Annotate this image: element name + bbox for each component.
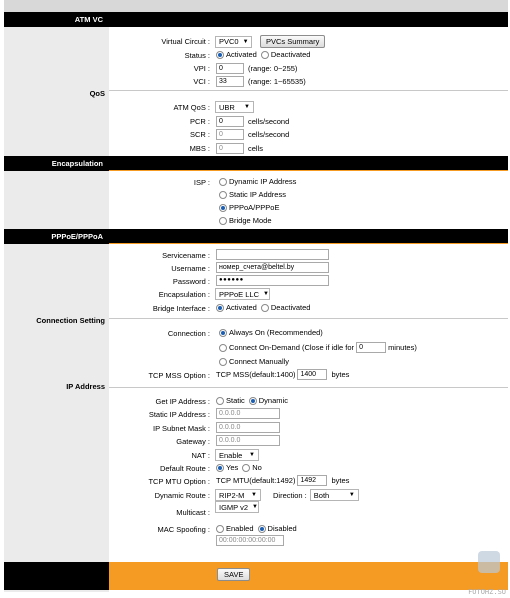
encapsulation-title: Encapsulation xyxy=(51,159,103,168)
status-deactivated-radio[interactable] xyxy=(261,51,269,59)
connection-on-demand[interactable]: Connect On-Demand (Close if idle for 0 minutes) xyxy=(219,342,417,353)
pcr-label: PCR : xyxy=(189,117,210,126)
gateway-label: Gateway : xyxy=(176,437,210,446)
always-on-radio[interactable] xyxy=(219,329,227,337)
mac-address-input[interactable]: 00:00:00:00:00:00 xyxy=(216,535,284,546)
accent-line xyxy=(109,170,508,171)
accent-line xyxy=(109,243,508,244)
get-ip-label: Get IP Address : xyxy=(155,397,210,406)
tcp-mss-label: TCP MSS Option : xyxy=(148,371,210,380)
atm-qos-label: ATM QoS : xyxy=(173,103,210,112)
chevron-down-icon: ▼ xyxy=(348,492,355,498)
vci-label: VCI : xyxy=(193,77,210,86)
chevron-down-icon: ▼ xyxy=(252,504,258,510)
footer-bar xyxy=(109,562,508,590)
connection-manually[interactable]: Connect Manually xyxy=(219,357,289,366)
bridge-deactivated-radio[interactable] xyxy=(261,304,269,312)
virtual-circuit-label: Virtual Circuit : xyxy=(161,37,210,46)
isp-option-static[interactable]: Static IP Address xyxy=(219,190,286,199)
encapsulation-label: Encapsulation : xyxy=(158,290,210,299)
pppoe-title: PPPoE/PPPoA xyxy=(51,232,103,241)
ip-address-title: IP Address xyxy=(66,382,105,391)
subnet-mask-label: IP Subnet Mask : xyxy=(153,424,210,433)
static-ip-input[interactable]: 0.0.0.0 xyxy=(216,408,280,419)
atm-qos-select[interactable]: UBR ▼ xyxy=(215,101,254,113)
mac-spoofing-label: MAC Spoofing : xyxy=(157,525,210,534)
bridge-activated-radio[interactable] xyxy=(216,304,224,312)
virtual-circuit-select[interactable]: PVC0 ▼ xyxy=(215,36,252,48)
qos-title: QoS xyxy=(89,89,105,98)
chevron-down-icon: ▼ xyxy=(251,492,257,498)
divider xyxy=(109,318,508,319)
get-ip-dynamic-radio[interactable] xyxy=(249,397,257,405)
tcp-mtu-label: TCP MTU Option : xyxy=(148,477,210,486)
multicast-label: Multicast : xyxy=(176,508,210,517)
atm-vc-title: ATM VC xyxy=(74,15,103,24)
nat-label: NAT : xyxy=(191,451,210,460)
gateway-input[interactable]: 0.0.0.0 xyxy=(216,435,280,446)
default-route-no-radio[interactable] xyxy=(242,464,250,472)
mbs-input[interactable]: 0 xyxy=(216,143,244,154)
divider xyxy=(109,387,508,388)
mbs-label: MBS : xyxy=(189,144,210,153)
chevron-down-icon: ▼ xyxy=(263,291,269,297)
connection-always-on[interactable]: Always On (Recommended) xyxy=(219,328,323,337)
servicename-input[interactable] xyxy=(216,249,329,260)
watermark-text: FOTOHZ.SU xyxy=(468,588,506,596)
vpi-input[interactable]: 0 xyxy=(216,63,244,74)
pvcs-summary-button[interactable]: PVCs Summary xyxy=(260,35,325,48)
pcr-input[interactable]: 0 xyxy=(216,116,244,127)
chevron-down-icon: ▼ xyxy=(242,38,249,45)
top-bar xyxy=(4,0,508,12)
dynamic-route-label: Dynamic Route : xyxy=(154,491,210,500)
username-label: Username : xyxy=(171,264,210,273)
default-route-yes-radio[interactable] xyxy=(216,464,224,472)
bridge-interface-label: Bridge Interface : xyxy=(152,304,210,313)
direction-select[interactable]: Both ▼ xyxy=(310,489,359,501)
isp-option-bridge[interactable]: Bridge Mode xyxy=(219,216,272,225)
vpi-label: VPI : xyxy=(193,64,210,73)
isp-pppoe-radio[interactable] xyxy=(219,204,227,212)
watermark-logo-icon xyxy=(478,551,500,573)
servicename-label: Servicename : xyxy=(162,251,210,260)
password-input[interactable]: ●●●●●● xyxy=(216,275,329,286)
chevron-down-icon: ▼ xyxy=(249,452,255,458)
status-label: Status : xyxy=(184,51,210,60)
left-column xyxy=(4,12,109,592)
encapsulation-select[interactable]: PPPoE LLC ▼ xyxy=(215,288,270,300)
password-label: Password : xyxy=(172,277,210,286)
on-demand-radio[interactable] xyxy=(219,344,227,352)
tcp-mss-input[interactable]: 1400 xyxy=(297,369,327,380)
get-ip-static-radio[interactable] xyxy=(216,397,224,405)
static-ip-label: Static IP Address : xyxy=(148,410,210,419)
vci-input[interactable]: 33 xyxy=(216,76,244,87)
idle-minutes-input[interactable]: 0 xyxy=(356,342,386,353)
isp-option-pppoe[interactable]: PPPoA/PPPoE xyxy=(219,203,279,212)
mac-disabled-radio[interactable] xyxy=(258,525,266,533)
username-input[interactable]: номер_счета@beltel.by xyxy=(216,262,329,273)
connection-setting-title: Connection Setting xyxy=(36,316,105,325)
chevron-down-icon: ▼ xyxy=(244,104,250,110)
divider xyxy=(109,90,508,91)
tcp-mtu-input[interactable]: 1492 xyxy=(297,475,327,486)
isp-static-radio[interactable] xyxy=(219,191,227,199)
default-route-label: Default Route : xyxy=(159,464,210,473)
scr-input[interactable]: 0 xyxy=(216,129,244,140)
isp-option-dynamic[interactable]: Dynamic IP Address xyxy=(219,177,296,186)
isp-dynamic-radio[interactable] xyxy=(219,178,227,186)
nat-select[interactable]: Enable ▼ xyxy=(215,449,259,461)
status-activated-radio[interactable] xyxy=(216,51,224,59)
dynamic-route-select[interactable]: RIP2-M ▼ xyxy=(215,489,261,501)
mac-enabled-radio[interactable] xyxy=(216,525,224,533)
direction-label: Direction : xyxy=(273,490,307,500)
manually-radio[interactable] xyxy=(219,358,227,366)
subnet-mask-input[interactable]: 0.0.0.0 xyxy=(216,422,280,433)
isp-bridge-radio[interactable] xyxy=(219,217,227,225)
isp-label: ISP : xyxy=(193,178,210,187)
footer-left xyxy=(4,562,109,590)
scr-label: SCR : xyxy=(189,130,210,139)
save-button[interactable]: SAVE xyxy=(217,568,250,581)
multicast-select[interactable]: IGMP v2 ▼ xyxy=(215,501,259,513)
connection-label: Connection : xyxy=(167,329,210,338)
